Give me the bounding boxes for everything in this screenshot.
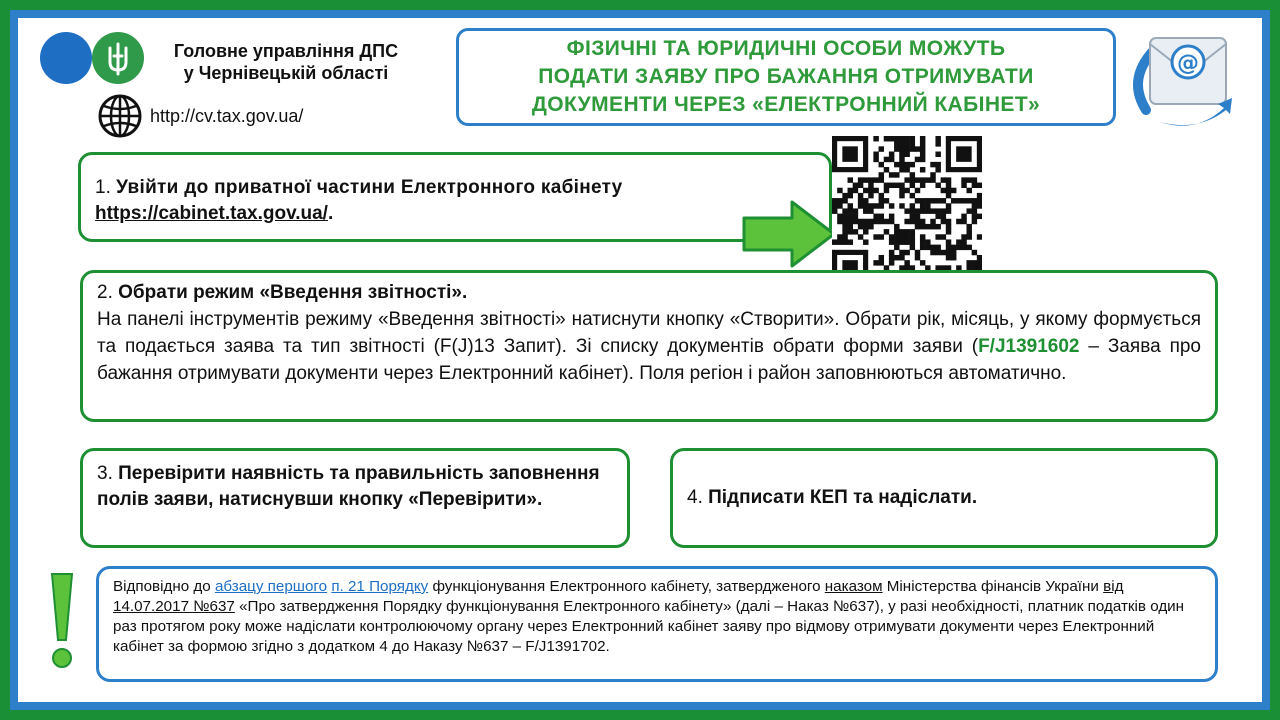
step-1-text: Увійти до приватної частини Електронного кабінету	[116, 177, 623, 198]
site-url[interactable]: http://cv.tax.gov.ua/	[150, 106, 304, 126]
note-link-procedure[interactable]: п. 21 Порядку	[331, 578, 429, 595]
mail-icon	[1126, 18, 1236, 136]
step-3-text: Перевірити наявність та правильність заповнення полів заяви, натиснувши кнопку «Перевірити».	[97, 463, 600, 510]
blue-circle-decoration	[40, 32, 92, 84]
note-text-1: Відповідно до	[113, 578, 215, 595]
step-2-body-a: На панелі інструментів режиму «Введення звітності» натиснути кнопку «Створити». Обрати рік, місяць, у якому формується та подається заява та тип звітності (F(J)13 Запит). Зі списку документів обрати форми заяви (	[97, 309, 1201, 357]
title-line2: ПОДАТИ ЗАЯВУ ПРО БАЖАННЯ ОТРИМУВАТИ	[538, 65, 1034, 88]
cabinet-link[interactable]: https://cabinet.tax.gov.ua/	[95, 203, 328, 224]
note-text-5: «Про затвердження Порядку функціонування Електронного кабінету» (далі – Наказ №637), у разі необхідності, платник податків один раз протягом року може надіслати контролюючому органу через Електронний кабінет заяву про відмову отримувати документи через Електронний кабінет за формою згідно з додатком 4 до Наказу №637 – F/J1391702.	[113, 598, 1185, 655]
step-2-heading: Обрати режим «Введення звітності».	[118, 282, 468, 303]
form-code: F/J1391602	[978, 336, 1080, 357]
note-text-3: функціонування Електронного кабінету, затвердженого	[428, 578, 825, 595]
svg-text:@: @	[1177, 51, 1199, 76]
step-4-box	[670, 448, 1218, 548]
note-text-4: Міністерства фінансів України	[882, 578, 1104, 595]
exclamation-icon	[48, 570, 76, 670]
qr-code[interactable]	[832, 136, 982, 286]
step-1-tail: .	[327, 203, 334, 224]
step-3-number: 3.	[97, 463, 119, 484]
step-4-text: Підписати КЕП та надіслати.	[708, 487, 978, 508]
step-3-box	[80, 448, 630, 548]
title-line1: ФІЗИЧНІ ТА ЮРИДИЧНІ ОСОБИ МОЖУТЬ	[566, 37, 1006, 60]
step-1-number: 1.	[95, 177, 117, 198]
note-link-paragraph[interactable]: абзацу першого	[214, 578, 328, 595]
note-date-ref: від 14.07.2017 №637	[113, 578, 1124, 615]
note-box	[96, 566, 1218, 682]
step-2-body-b: – Заява про бажання отримувати документи через Електронний кабінет). Поля регіон і район заповнюються автоматично.	[97, 336, 1201, 384]
step-4-number: 4.	[687, 487, 709, 508]
step-2-number: 2.	[97, 282, 119, 303]
globe-icon	[96, 92, 144, 140]
org-name-line2: у Чернівецькій області	[183, 63, 389, 83]
note-order-ref: наказом	[824, 578, 883, 595]
poster-canvas	[18, 18, 1262, 702]
title-box	[456, 28, 1116, 126]
title-line3: ДОКУМЕНТИ ЧЕРЕЗ «ЕЛЕКТРОННИЙ КАБІНЕТ»	[531, 93, 1041, 116]
org-name-line1: Головне управління ДПС	[173, 41, 399, 61]
org-name	[146, 40, 426, 84]
step-2-box	[80, 270, 1218, 422]
step-1-box	[78, 152, 832, 242]
trident-icon	[92, 32, 144, 84]
arrow-right-icon	[742, 198, 838, 270]
